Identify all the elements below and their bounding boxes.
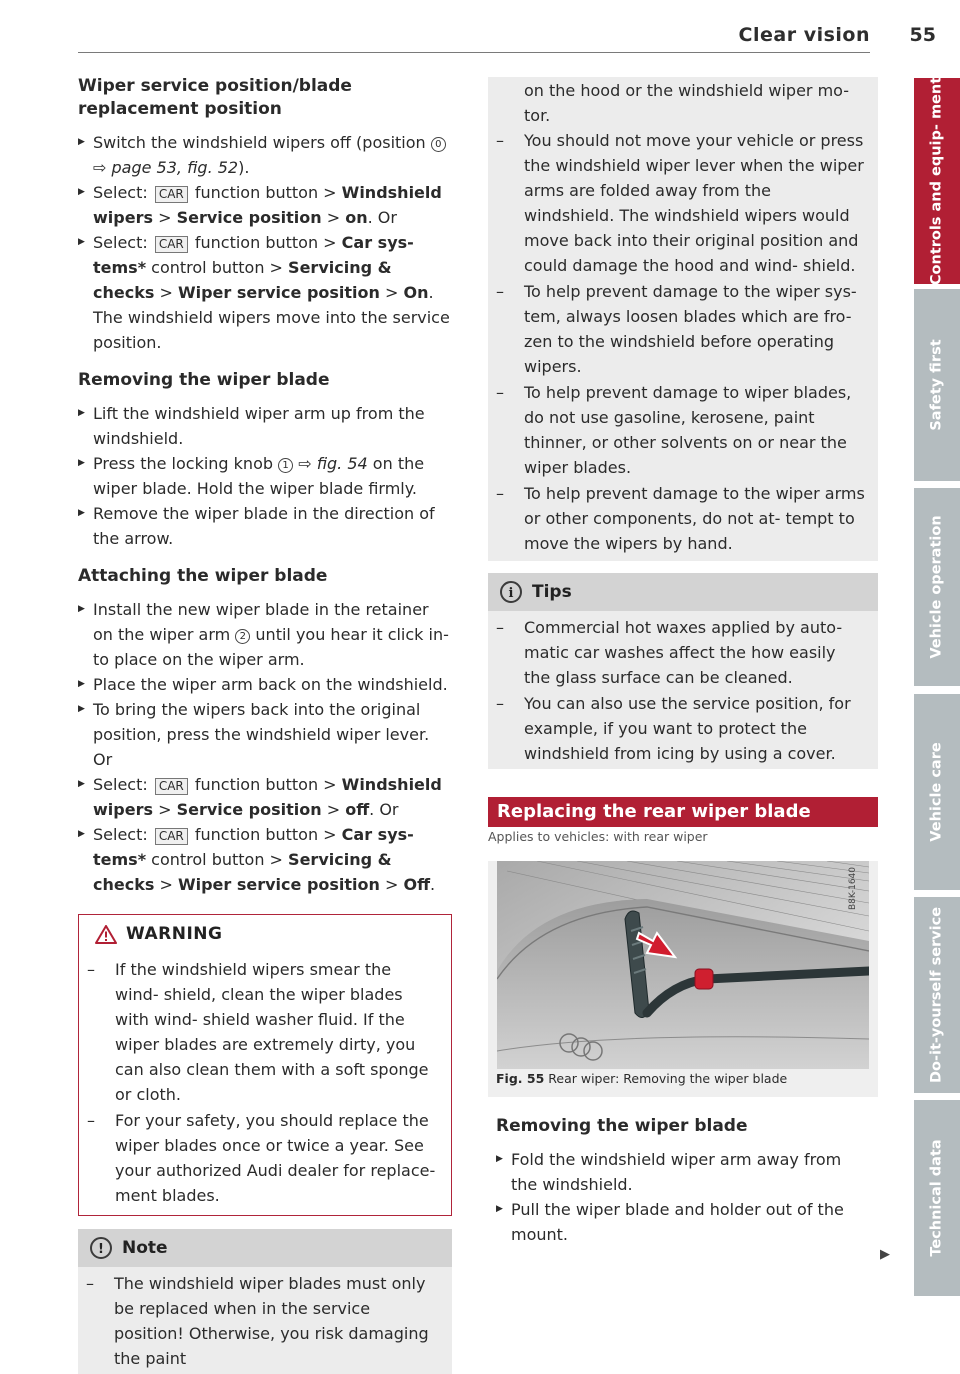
section-title: Clear vision — [738, 24, 870, 46]
list-item: ▶ Lift the windshield wiper arm up from the windshield. — [78, 401, 452, 451]
rear-wiper-illustration — [497, 861, 869, 1069]
warning-icon — [95, 925, 117, 944]
note-title: Note — [122, 1237, 168, 1258]
note-box — [78, 1229, 452, 1374]
callout-2-icon: 2 — [235, 629, 250, 644]
applies-to: Applies to vehicles: with rear wiper — [488, 829, 708, 844]
tips-header — [488, 573, 878, 611]
continue-arrow-icon: ▶ — [880, 1247, 890, 1262]
list-item: – The windshield wiper blades must only be replaced when in the service position! Otherwise, you risk damaging the paint — [86, 1271, 440, 1371]
heading-removing-wiper-blade: Removing the wiper blade — [78, 370, 330, 390]
header-rule — [78, 52, 870, 53]
list-item: ▶ Select: CAR function button > Car sys- tems* control button > Servicing & checks > Wiper service position > On. The windshield wipers move into the service position. — [78, 230, 452, 355]
tab-do-it-yourself-service[interactable]: Do-it-yourself service — [914, 897, 960, 1093]
list-item: – You should not move your vehicle or press the windshield wiper lever when the wiper arms are folded away from the windshield. The windshield wipers would move back into their original position and could damage the hood and wind- shield. — [496, 128, 866, 278]
page-reference[interactable]: ⇨ page 53, fig. 52 — [93, 158, 239, 177]
info-icon: i — [500, 581, 522, 603]
list-item: ▶ Remove the wiper blade in the direction of the arrow. — [78, 501, 452, 551]
figure-reference[interactable]: ⇨ fig. 54 — [293, 454, 368, 473]
tips-title: Tips — [532, 581, 572, 602]
car-button-label: CAR — [155, 186, 188, 203]
figure-55 — [488, 861, 878, 1097]
warning-box — [78, 914, 452, 1216]
list-item: – You can also use the service position, for example, if you want to protect the windshield from icing by using a cover. — [496, 691, 866, 766]
note-header — [78, 1229, 452, 1267]
figure-caption: Fig. 55 Rear wiper: Removing the wiper blade — [496, 1071, 788, 1086]
right-column — [488, 77, 870, 1247]
heading-removing-rear-wiper-blade: Removing the wiper blade — [496, 1116, 748, 1136]
section-heading-rear-wiper: Replacing the rear wiper blade — [488, 797, 878, 827]
list-item: ▶ Select: CAR function button > Windshield wipers > Service position > off. Or — [78, 772, 452, 822]
tab-technical-data[interactable]: Technical data — [914, 1100, 960, 1296]
tab-vehicle-care[interactable]: Vehicle care — [914, 694, 960, 890]
list-item: ▶ To bring the wipers back into the original position, press the windshield wiper lever. — [78, 697, 452, 747]
rear-wiper-drawing — [497, 861, 869, 1069]
figure-code: B8K-1640 — [848, 867, 858, 911]
warning-header — [79, 915, 451, 953]
position-0-icon: 0 — [431, 137, 446, 152]
list-item: ▶ Select: CAR function button > Windshield wipers > Service position > on. Or — [78, 180, 452, 230]
tab-vehicle-operation[interactable]: Vehicle operation — [914, 488, 960, 686]
list-item: – To help prevent damage to wiper blades, do not use gasoline, kerosene, paint thinner, or other solvents on or near the wiper blades. — [496, 380, 866, 480]
left-column — [78, 75, 452, 1374]
tab-safety-first[interactable]: Safety first — [914, 289, 960, 481]
list-item: ▶ Pull the wiper blade and holder out of the mount. — [496, 1197, 870, 1247]
list-item: ▶ Press the locking knob 1 ⇨ fig. 54 on the wiper blade. Hold the wiper blade firmly. — [78, 451, 452, 501]
list-item: – Commercial hot waxes applied by auto- matic car washes affect the how easily the glass surface can be cleaned. — [496, 615, 866, 690]
list-item: ▶ Place the wiper arm back on the windshield. — [78, 672, 452, 697]
tab-controls-and-equipment[interactable]: Controls and equip- ment — [914, 78, 960, 284]
car-button-label: CAR — [155, 236, 188, 253]
callout-1-icon: 1 — [278, 458, 293, 473]
warning-title: WARNING — [126, 923, 223, 944]
list-item: – To help prevent damage to the wiper arms or other components, do not at- tempt to move the wipers by hand. — [496, 481, 866, 556]
tips-box — [488, 573, 878, 769]
list-item: ▶ Switch the windshield wipers off (position 0 ⇨ page 53, fig. 52). — [78, 130, 452, 180]
list-item: – To help prevent damage to the wiper sys- tem, always loosen blades which are fro- zen to the windshield before operating wipers. — [496, 279, 866, 379]
note-continued-box — [488, 77, 878, 561]
note-icon: ! — [90, 1237, 112, 1259]
note-continued-text: on the hood or the windshield wiper mo- tor. — [524, 81, 850, 125]
heading-attaching-wiper-blade: Attaching the wiper blade — [78, 566, 328, 586]
page-number: 55 — [909, 24, 936, 46]
car-button-label: CAR — [155, 778, 188, 795]
or-text: Or — [93, 750, 113, 769]
list-item: ▶ Install the new wiper blade in the retainer on the wiper arm 2 until you hear it click in- to place on the wiper arm. — [78, 597, 452, 672]
list-item: ▶ Select: CAR function button > Car sys- tems* control button > Servicing & checks > Wiper service position > Off. — [78, 822, 452, 897]
list-item: – For your safety, you should replace the wiper blades once or twice a year. See your authorized Audi dealer for replace- ment blades. — [87, 1108, 437, 1208]
figure-label: Fig. 55 — [496, 1071, 545, 1086]
car-button-label: CAR — [155, 828, 188, 845]
heading-service-position: Wiper service position/blade replacement position — [78, 76, 352, 119]
list-item: – If the windshield wipers smear the wind- shield, clean the wiper blades with wind- shield washer fluid. If the wiper blades are extremely dirty, you can also clean them with a soft sponge or cloth. — [87, 957, 437, 1107]
list-item: ▶ Fold the windshield wiper arm away from the windshield. — [496, 1147, 870, 1197]
